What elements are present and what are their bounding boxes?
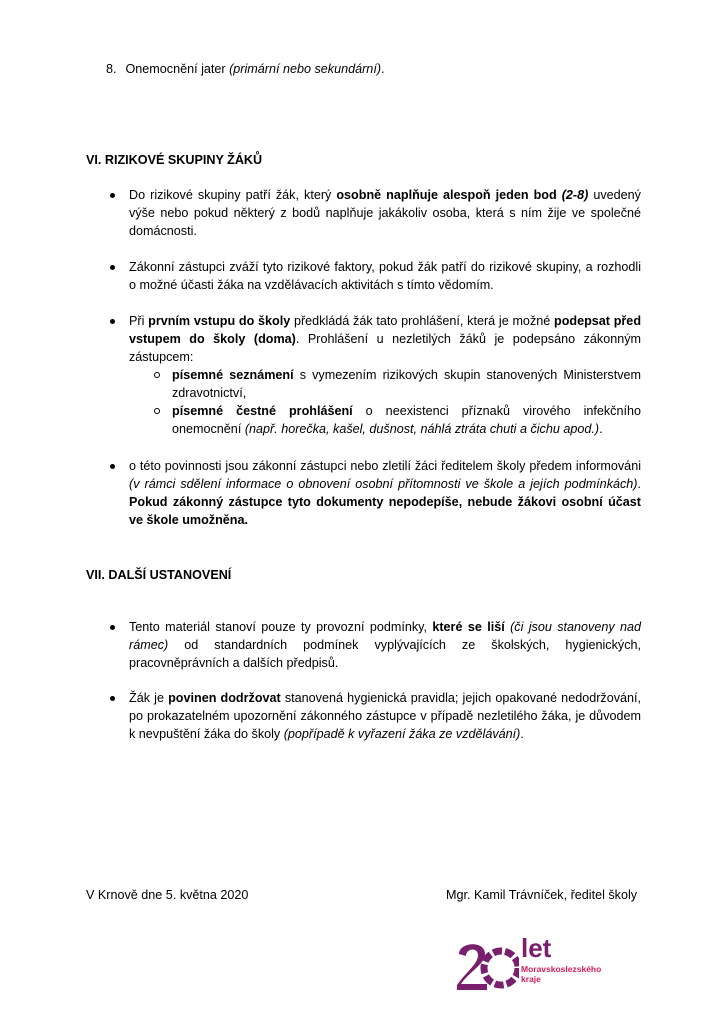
bullet-icon	[110, 625, 115, 630]
bullet-item-risk-group	[106, 186, 641, 240]
logo-region-line2: kraje	[521, 974, 541, 984]
text: .	[637, 477, 641, 491]
bold-text: osobně naplňuje alespoň jeden bod	[336, 188, 562, 202]
text: stanovená hygienická pravidla; jejich opakované nedodržování, po prokazatelném upozornění zákonného zástupce v případě nezletilého žáka, je důvodem k nevpuštění žáka do školy	[129, 691, 642, 741]
text: uvedený výše nebo pokud některý z bodů naplňuje jakákoliv osoba, která s ním žije ve společné domácnosti.	[129, 188, 641, 238]
bullet-item-conditions	[106, 618, 641, 672]
bold-text: písemné čestné prohlášení	[172, 404, 353, 418]
bold-text: podepsat před vstupem do školy (doma)	[129, 314, 642, 346]
logo-let: let	[521, 933, 552, 963]
anniversary-logo	[455, 933, 615, 994]
text: Do rizikové skupiny patří žák, který	[129, 188, 337, 202]
text: Při	[129, 314, 149, 328]
bold-text: povinen dodržovat	[168, 691, 281, 705]
text: Žák je	[129, 691, 169, 705]
list-item-italic: (primární nebo sekundární)	[229, 62, 382, 76]
text: předkládá žák tato prohlášení, která je možné	[290, 314, 554, 328]
text: od standardních podmínek vyplývajících ze školských, hygienických, pracovněprávních a dalších předpisů.	[129, 638, 641, 670]
circle-bullet-icon	[154, 372, 160, 378]
italic-text: (v rámci sdělení informace o obnovení osobní přítomnosti ve škole a jejích podmínkách)	[129, 477, 638, 491]
list-item-8	[106, 60, 385, 78]
bullet-item-risk-factors	[106, 258, 641, 294]
place-and-date: V Krnově dne 5. května 2020	[86, 888, 249, 902]
bullet-icon	[110, 265, 115, 270]
text: Tento materiál stanoví pouze ty provozní podmínky,	[129, 620, 433, 634]
circle-bullet-icon	[154, 408, 160, 414]
sub-item-declaration	[150, 402, 641, 438]
bold-text: Pokud zákonný zástupce tyto dokumenty nepodepíše, nebude žákovi osobní účast ve škole umožněna.	[129, 495, 641, 527]
bullet-icon	[110, 464, 115, 469]
logo-20-graphic	[455, 938, 519, 994]
italic-text: (např. horečka, kašel, dušnost, náhlá ztráta chuti a čichu apod.)	[244, 422, 600, 436]
text: o neexistenci příznaků virového infekčního onemocnění	[172, 404, 641, 436]
text: Zákonní zástupci zváží tyto rizikové faktory, pokud žák patří do rizikové skupiny, a rozhodli o možné účasti žáka na vzdělávacích aktivitách s tímto vědomím.	[129, 260, 641, 292]
text: s vymezením rizikových skupin stanovených Ministerstvem zdravotnictví,	[172, 368, 641, 400]
sub-item-notice	[150, 366, 641, 402]
bold-text: které se liší	[432, 620, 505, 634]
bullet-icon	[110, 319, 115, 324]
text: . Prohlášení u nezletilých žáků je podepsáno zákonným zástupcem:	[129, 332, 641, 364]
section-heading-other-provisions: VII. DALŠÍ USTANOVENÍ	[86, 568, 232, 582]
section-heading-risk-groups: VI. RIZIKOVÉ SKUPINY ŽÁKŮ	[86, 153, 263, 167]
italic-text: (či jsou stanoveny nad rámec)	[129, 620, 642, 652]
bold-text: písemné seznámení	[172, 368, 294, 382]
italic-text: (popřípadě k vyřazení žáka ze vzdělávání)	[283, 727, 521, 741]
signature: Mgr. Kamil Trávníček, ředitel školy	[446, 888, 638, 902]
bullet-item-obligation	[106, 457, 641, 529]
sub-list	[150, 366, 641, 438]
bullet-item-hygiene	[106, 689, 641, 743]
logo-region-line1: Moravskoslezského	[521, 964, 602, 974]
list-item-text: Onemocnění jater	[125, 62, 230, 76]
text: o této povinnosti jsou zákonní zástupci nebo zletilí žáci ředitelem školy předem informováni	[129, 459, 641, 473]
bold-text: prvním vstupu do školy	[148, 314, 291, 328]
text: .	[520, 727, 524, 741]
bullet-icon	[110, 696, 115, 701]
bullet-icon	[110, 193, 115, 198]
bold-italic-text: (2-8)	[561, 188, 589, 202]
list-number: 8.	[106, 62, 117, 76]
bullet-item-first-entry	[106, 312, 641, 438]
text: .	[599, 422, 603, 436]
list-item-tail: .	[381, 62, 385, 76]
